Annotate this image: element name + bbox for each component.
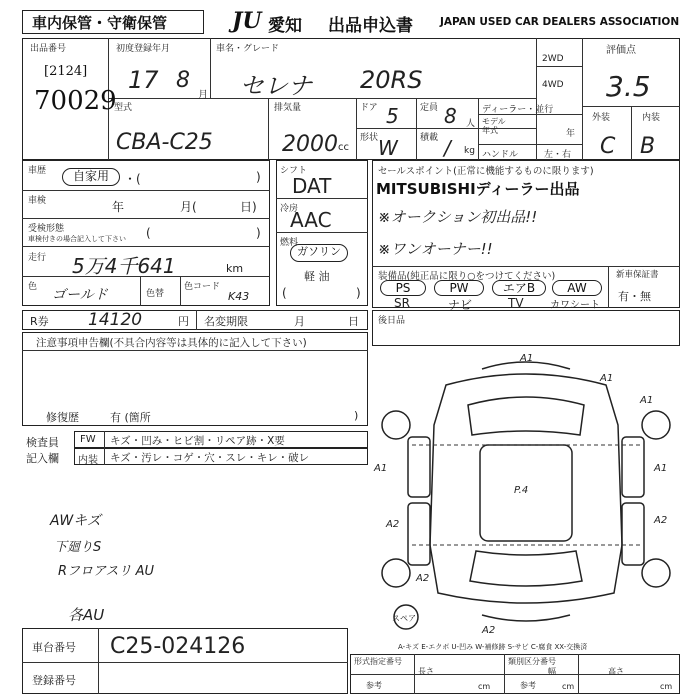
spec-ref-1: 参考 [366, 681, 382, 690]
doors-label: ドア [360, 103, 378, 113]
spec-ref-2: 参考 [520, 681, 536, 690]
aircon-label: 冷房 [280, 204, 299, 214]
fuel-close: ) [356, 286, 361, 300]
repair-history-value: 有 (箇所 [110, 411, 151, 424]
right-front-door [622, 437, 644, 497]
shape-label: 形状 [360, 133, 379, 143]
history-private-selected: 自家用 [62, 168, 120, 186]
post-items-label: 後日品 [378, 316, 406, 326]
selling-points-label: セールスポイント(正常に機能するものに限ります) [378, 166, 594, 177]
load-label: 積載 [420, 133, 439, 143]
registration-month: 8 [176, 68, 190, 93]
equipment-sr: SR [394, 296, 410, 310]
note-rear-floor: Rフロアスリ AU [58, 564, 155, 579]
equipment-tv: TV [508, 296, 524, 310]
warranty-options: 有・無 [618, 290, 651, 303]
shift-value: DAT [292, 174, 332, 198]
inspection-month: 月( [180, 200, 197, 214]
inspector-fw-tag: FW [80, 434, 96, 445]
r-ticket-label: R券 [30, 315, 49, 328]
color-code-label: 色コード [184, 282, 221, 292]
ju-logo: JU [232, 8, 262, 34]
rear-window [470, 551, 582, 586]
registration-label: 初度登録年月 [116, 44, 171, 54]
inspection-form-open: ( [146, 226, 151, 240]
car-grade: 20RS [360, 66, 423, 94]
inspector-interior-items: キズ・汚レ・コゲ・穴・スレ・キレ・破レ [110, 452, 310, 464]
exterior-grade: C [600, 134, 616, 159]
color-label: 色 [28, 282, 38, 292]
damage-mark-rear-left: A2 [416, 573, 430, 584]
damage-mark-right-rear: A2 [654, 515, 668, 526]
note-each-au: 各AU [68, 606, 105, 624]
listing-sub-number: [2124] [44, 64, 88, 79]
inspection-year: 年 [112, 200, 125, 214]
displacement-unit: cc [338, 142, 349, 153]
handle-label: ハンドル [482, 150, 519, 160]
inspector-fw-items: キズ・凹み・ヒビ割・リペア跡・X要 [110, 435, 285, 447]
selling-point-3: ※ワンオーナー!! [378, 240, 493, 258]
damage-mark-right-front: A1 [640, 395, 654, 406]
equipment-navi: ナビ [448, 298, 473, 312]
inspector-label: 検査員 [26, 436, 59, 449]
registration-year: 17 [128, 66, 159, 94]
car-name: セレナ [240, 72, 312, 100]
wheel-rear-right [642, 559, 670, 587]
mileage-value: 5万4千641 [72, 254, 176, 278]
model-year-unit: 年 [566, 129, 576, 139]
rear-bumper [482, 615, 570, 621]
registration-month-unit: 月 [198, 90, 208, 101]
fuel-gasoline-selected: ガソリン [290, 244, 348, 262]
capacity-label: 定員 [420, 103, 439, 113]
shape-value: W [378, 136, 398, 160]
post-items-box [372, 310, 680, 346]
wheel-rear-left [382, 559, 410, 587]
listing-number: 70029 [34, 86, 117, 116]
equipment-ps-selected: PS [380, 280, 426, 296]
left-front-door [408, 437, 430, 497]
exterior-label: 外装 [592, 113, 611, 123]
equipment-airbag-selected: エアB [492, 280, 546, 296]
inspector-interior-tag: 内装 [78, 455, 98, 466]
storage-label: 車内保管・守衛保管 [32, 14, 168, 32]
damage-mark-roof: P.4 [514, 485, 529, 496]
warranty-label: 新車保証書 [616, 270, 659, 280]
model-label: 型式 [114, 103, 133, 113]
score-label: 評価点 [606, 45, 636, 56]
reg-number-label: 登録番号 [32, 674, 76, 687]
left-rear-door [408, 503, 430, 565]
damage-mark-left-rear: A2 [386, 519, 400, 530]
r-ticket-value: 14120 [88, 310, 143, 330]
history-extra: ・( [124, 172, 141, 186]
history-label: 車歴 [28, 166, 47, 176]
interior-grade: B [640, 134, 656, 159]
displacement-value: 2000 [282, 132, 338, 157]
history-close: ) [256, 170, 261, 184]
inspection-form-close: ) [256, 226, 261, 240]
repair-history-close: ) [354, 409, 359, 422]
damage-mark-left-mid: A1 [374, 463, 388, 474]
spec-class-label: 類別区分番号 [508, 657, 556, 666]
drive-4wd: 4WD [542, 80, 564, 90]
r-ticket-unit: 円 [178, 315, 189, 328]
spec-unit-2: cm [562, 682, 575, 691]
org-name: 愛知 [268, 16, 302, 36]
mileage-unit: km [226, 262, 244, 275]
color-change-label: 色替 [146, 289, 165, 299]
color-value: ゴールド [52, 287, 108, 303]
name-change-day: 日 [348, 315, 359, 328]
repair-history-label: 修復歴 [46, 411, 79, 424]
association-name: JAPAN USED CAR DEALERS ASSOCIATION [440, 16, 680, 28]
interior-label: 内装 [642, 113, 661, 123]
doors-value: 5 [386, 104, 399, 128]
equipment-label: 装備品(純正品に限り○をつけてください) [378, 271, 556, 282]
shift-label: シフト [280, 166, 308, 176]
note-underbody: 下廻りS [54, 540, 102, 555]
damage-mark-rear-bottom: A2 [482, 625, 496, 636]
fuel-diesel: 軽 油 [304, 270, 330, 283]
damage-mark-front-top: A1 [520, 353, 534, 364]
aircon-value: AAC [290, 208, 332, 232]
windshield [468, 397, 584, 435]
inspection-day: 日) [240, 200, 257, 214]
equipment-aw-selected: AW [552, 280, 602, 296]
model-value: CBA-C25 [116, 130, 213, 155]
displacement-label: 排気量 [274, 103, 302, 113]
fuel-open: ( [282, 286, 287, 300]
car-name-label: 車名・グレード [216, 44, 280, 54]
inspection-label: 車検 [28, 196, 47, 206]
inspection-form-note: 車検付きの場合記入して下さい [28, 235, 126, 243]
color-code: K43 [228, 290, 250, 303]
spec-unit-1: cm [478, 682, 491, 691]
chassis-label: 車台番号 [32, 641, 76, 654]
spec-height-label: 高さ [608, 667, 624, 676]
spec-length-label: 長さ [418, 667, 434, 676]
spec-width-label: 幅 [548, 667, 556, 676]
load-unit: kg [464, 146, 475, 156]
chassis-number: C25-024126 [110, 634, 246, 659]
inspector-entry-label: 記入欄 [26, 452, 59, 465]
document-title: 出品申込書 [328, 16, 413, 36]
fuel-label: 燃料 [280, 238, 299, 248]
vehicle-damage-diagram [372, 345, 680, 645]
capacity-value: 8 [444, 104, 457, 128]
right-rear-door [622, 503, 644, 565]
handle-options: 左・右 [544, 150, 572, 160]
damage-mark-front-right: A1 [600, 373, 614, 384]
equipment-pw-selected: PW [434, 280, 484, 296]
diagram-legend: A-キズ E-エクボ U-凹み W-補修跡 S-サビ C-腐食 XX-交換済 [398, 643, 588, 651]
selling-point-2: ※オークション初出品!! [378, 208, 538, 226]
damage-mark-right-mid: A1 [654, 463, 668, 474]
selling-point-1: MITSUBISHIディーラー出品 [376, 180, 580, 198]
mileage-label: 走行 [28, 253, 47, 263]
r-ticket-row [22, 310, 368, 330]
capacity-unit: 人 [466, 119, 476, 129]
load-value: / [444, 136, 451, 160]
drive-2wd: 2WD [542, 54, 564, 64]
wheel-front-left [382, 411, 410, 439]
model-year-label: モデル 年式 [482, 117, 506, 135]
score-value: 3.5 [606, 70, 651, 103]
spec-unit-3: cm [660, 682, 673, 691]
name-change-label: 名変期限 [204, 315, 248, 328]
dealer-label: ディーラー・並行 [482, 105, 554, 115]
name-change-month: 月 [294, 315, 305, 328]
inspection-form-label: 受検形態 [28, 224, 65, 234]
spare-label: スペア [392, 614, 416, 623]
equipment-power-seat: カワシート [550, 300, 600, 311]
note-aw-scratch: AWキズ [50, 513, 101, 529]
wheel-front-right [642, 411, 670, 439]
spec-type-label: 形式指定番号 [354, 657, 402, 666]
notes-label: 注意事項申告欄(不具合内容等は具体的に記入して下さい) [36, 337, 307, 349]
listing-number-label: 出品番号 [30, 44, 67, 54]
